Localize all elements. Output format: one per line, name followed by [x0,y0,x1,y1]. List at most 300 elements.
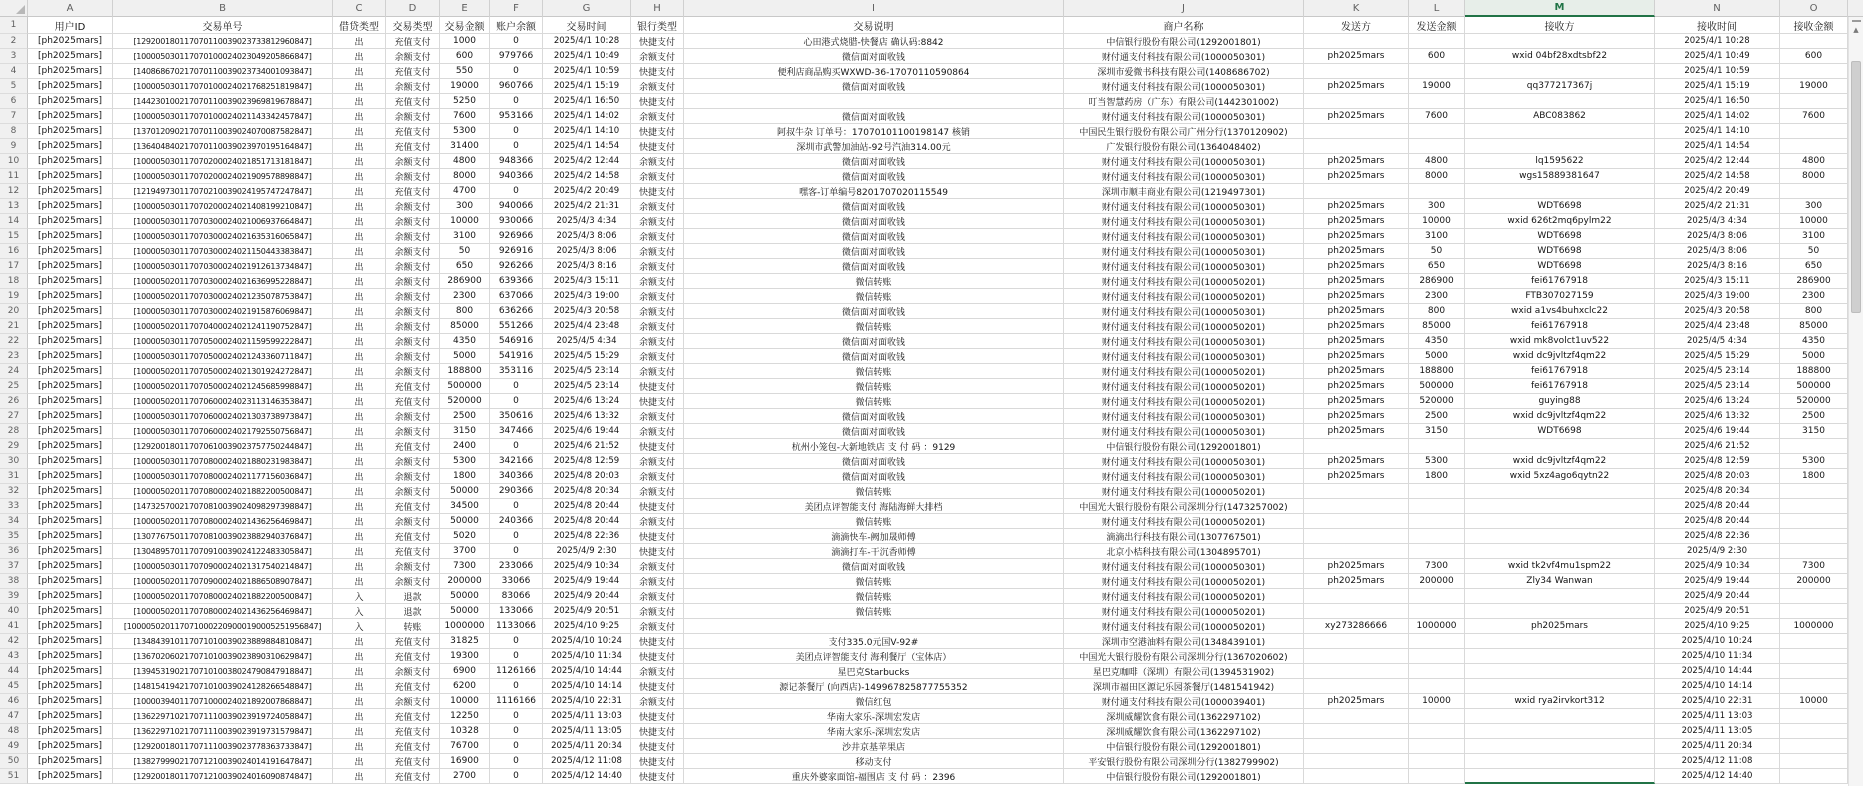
cell-O40[interactable] [1780,604,1848,619]
cell-C48[interactable]: 出 [333,724,386,739]
cell-I49[interactable]: 沙井京基苹果店 [684,739,1064,754]
cell-E41[interactable]: 1000000 [440,619,490,634]
cell-I21[interactable]: 微信转账 [684,319,1064,334]
cell-L11[interactable]: 8000 [1409,169,1465,184]
cell-I30[interactable]: 微信面对面收钱 [684,454,1064,469]
row-header-31[interactable]: 31 [0,469,28,484]
cell-I38[interactable]: 微信转账 [684,574,1064,589]
cell-C34[interactable]: 出 [333,514,386,529]
row-header-45[interactable]: 45 [0,679,28,694]
cell-K38[interactable]: ph2025mars [1304,574,1409,589]
row-header-42[interactable]: 42 [0,634,28,649]
cell-F11[interactable]: 940366 [490,169,543,184]
cell-D18[interactable]: 余额支付 [386,274,440,289]
cell-O21[interactable]: 85000 [1780,319,1848,334]
cell-H36[interactable]: 快捷支付 [631,544,684,559]
cell-I17[interactable]: 微信面对面收钱 [684,259,1064,274]
cell-K24[interactable]: ph2025mars [1304,364,1409,379]
cell-H50[interactable]: 快捷支付 [631,754,684,769]
cell-M40[interactable] [1465,604,1655,619]
cell-C5[interactable]: 出 [333,79,386,94]
cell-D9[interactable]: 充值支付 [386,139,440,154]
cell-G37[interactable]: 2025/4/9 10:34 [543,559,631,574]
cell-E33[interactable]: 34500 [440,499,490,514]
cell-F48[interactable]: 0 [490,724,543,739]
row-header-15[interactable]: 15 [0,229,28,244]
cell-J42[interactable]: 深圳市空港油料有限公司(1348439101) [1064,634,1304,649]
cell-C18[interactable]: 出 [333,274,386,289]
cell-H12[interactable]: 快捷支付 [631,184,684,199]
cell-D50[interactable]: 充值支付 [386,754,440,769]
cell-H33[interactable]: 快捷支付 [631,499,684,514]
cell-M18[interactable]: fei61767918 [1465,274,1655,289]
cell-N27[interactable]: 2025/4/6 13:32 [1655,409,1780,424]
cell-K31[interactable]: ph2025mars [1304,469,1409,484]
cell-D16[interactable]: 余额支付 [386,244,440,259]
cell-O4[interactable] [1780,64,1848,79]
cell-A36[interactable]: [ph2025mars] [28,544,113,559]
cell-F3[interactable]: 979766 [490,49,543,64]
cell-H9[interactable]: 快捷支付 [631,139,684,154]
cell-K2[interactable] [1304,34,1409,49]
row-header-4[interactable]: 4 [0,64,28,79]
cell-G12[interactable]: 2025/4/2 20:49 [543,184,631,199]
cell-I28[interactable]: 微信面对面收钱 [684,424,1064,439]
cell-M30[interactable]: wxid dc9jvltzf4qm22 [1465,454,1655,469]
cell-F34[interactable]: 240366 [490,514,543,529]
cell-J12[interactable]: 深圳市顺丰商业有限公司(1219497301) [1064,184,1304,199]
cell-F7[interactable]: 953166 [490,109,543,124]
column-header-N[interactable]: N [1655,0,1780,17]
cell-G51[interactable]: 2025/4/12 14:40 [543,769,631,784]
cell-M36[interactable] [1465,544,1655,559]
cell-A24[interactable]: [ph2025mars] [28,364,113,379]
cell-K35[interactable] [1304,529,1409,544]
cell-I47[interactable]: 华南大家乐-深圳宏发店 [684,709,1064,724]
cell-O23[interactable]: 5000 [1780,349,1848,364]
cell-K36[interactable] [1304,544,1409,559]
cell-E49[interactable]: 76700 [440,739,490,754]
cell-G26[interactable]: 2025/4/6 13:24 [543,394,631,409]
cell-D24[interactable]: 余额支付 [386,364,440,379]
cell-N16[interactable]: 2025/4/3 8:06 [1655,244,1780,259]
cell-I39[interactable]: 微信转账 [684,589,1064,604]
cell-H34[interactable]: 余额支付 [631,514,684,529]
cell-F43[interactable]: 0 [490,649,543,664]
cell-N22[interactable]: 2025/4/5 4:34 [1655,334,1780,349]
cell-I40[interactable]: 微信转账 [684,604,1064,619]
cell-K1[interactable]: 发送方 [1304,17,1409,34]
cell-E48[interactable]: 10328 [440,724,490,739]
cell-I7[interactable]: 微信面对面收钱 [684,109,1064,124]
cell-J4[interactable]: 深圳市爱微书科技有限公司(1408686702) [1064,64,1304,79]
cell-O50[interactable] [1780,754,1848,769]
cell-G42[interactable]: 2025/4/10 10:24 [543,634,631,649]
cell-N2[interactable]: 2025/4/1 10:28 [1655,34,1780,49]
cell-I12[interactable]: 嘿客-订单编号8201707020115549 [684,184,1064,199]
cell-B13[interactable]: [100005030117070200024021408199210847] [113,199,333,214]
cell-E29[interactable]: 2400 [440,439,490,454]
cell-J27[interactable]: 财付通支付科技有限公司(1000050301) [1064,409,1304,424]
cell-O37[interactable]: 7300 [1780,559,1848,574]
cell-M47[interactable] [1465,709,1655,724]
cell-A9[interactable]: [ph2025mars] [28,139,113,154]
cell-K48[interactable] [1304,724,1409,739]
cell-O16[interactable]: 50 [1780,244,1848,259]
cell-B15[interactable]: [100005030117070300024021635316065847] [113,229,333,244]
cell-A37[interactable]: [ph2025mars] [28,559,113,574]
cell-L20[interactable]: 800 [1409,304,1465,319]
cell-D35[interactable]: 充值支付 [386,529,440,544]
cell-M1[interactable]: 接收方 [1465,17,1655,34]
cell-G25[interactable]: 2025/4/5 23:14 [543,379,631,394]
cell-G47[interactable]: 2025/4/11 13:03 [543,709,631,724]
cell-C47[interactable]: 出 [333,709,386,724]
cell-E6[interactable]: 5250 [440,94,490,109]
cell-J22[interactable]: 财付通支付科技有限公司(1000050301) [1064,334,1304,349]
cell-B5[interactable]: [100005030117070100024021768251819847] [113,79,333,94]
cell-D19[interactable]: 余额支付 [386,289,440,304]
cell-C24[interactable]: 出 [333,364,386,379]
cell-E28[interactable]: 3150 [440,424,490,439]
cell-I3[interactable]: 微信面对面收钱 [684,49,1064,64]
cell-D46[interactable]: 余额支付 [386,694,440,709]
cell-F44[interactable]: 1126166 [490,664,543,679]
cell-F50[interactable]: 0 [490,754,543,769]
cell-J8[interactable]: 中国民生银行股份有限公司广州分行(1370120902) [1064,124,1304,139]
cell-K15[interactable]: ph2025mars [1304,229,1409,244]
cell-K3[interactable]: ph2025mars [1304,49,1409,64]
cell-H32[interactable]: 余额支付 [631,484,684,499]
cell-J23[interactable]: 财付通支付科技有限公司(1000050301) [1064,349,1304,364]
row-header-21[interactable]: 21 [0,319,28,334]
cell-E30[interactable]: 5300 [440,454,490,469]
cell-B33[interactable]: [147325700217070810039024098297398847] [113,499,333,514]
cell-M17[interactable]: WDT6698 [1465,259,1655,274]
cell-I2[interactable]: 心田港式烧腊-快餐店 确认码:8842 [684,34,1064,49]
cell-H43[interactable]: 快捷支付 [631,649,684,664]
cell-O8[interactable] [1780,124,1848,139]
cell-I31[interactable]: 微信面对面收钱 [684,469,1064,484]
cell-F30[interactable]: 342166 [490,454,543,469]
cell-G20[interactable]: 2025/4/3 20:58 [543,304,631,319]
cell-L46[interactable]: 10000 [1409,694,1465,709]
cell-F25[interactable]: 0 [490,379,543,394]
cell-H19[interactable]: 余额支付 [631,289,684,304]
row-header-12[interactable]: 12 [0,184,28,199]
cell-F36[interactable]: 0 [490,544,543,559]
cell-J36[interactable]: 北京小桔科技有限公司(1304895701) [1064,544,1304,559]
cell-C26[interactable]: 出 [333,394,386,409]
cell-G10[interactable]: 2025/4/2 12:44 [543,154,631,169]
cell-M4[interactable] [1465,64,1655,79]
cell-G21[interactable]: 2025/4/4 23:48 [543,319,631,334]
row-header-47[interactable]: 47 [0,709,28,724]
cell-N5[interactable]: 2025/4/1 15:19 [1655,79,1780,94]
cell-L30[interactable]: 5300 [1409,454,1465,469]
cell-E19[interactable]: 2300 [440,289,490,304]
cell-J20[interactable]: 财付通支付科技有限公司(1000050301) [1064,304,1304,319]
cell-L16[interactable]: 50 [1409,244,1465,259]
cell-H14[interactable]: 余额支付 [631,214,684,229]
cell-E44[interactable]: 6900 [440,664,490,679]
cell-B4[interactable]: [140868670217070110039023734001093847] [113,64,333,79]
cell-K34[interactable] [1304,514,1409,529]
cell-K29[interactable] [1304,439,1409,454]
row-header-40[interactable]: 40 [0,604,28,619]
cell-F15[interactable]: 926966 [490,229,543,244]
cell-C25[interactable]: 出 [333,379,386,394]
cell-D36[interactable]: 充值支付 [386,544,440,559]
cell-C20[interactable]: 出 [333,304,386,319]
cell-D34[interactable]: 余额支付 [386,514,440,529]
cell-K30[interactable]: ph2025mars [1304,454,1409,469]
cell-G30[interactable]: 2025/4/8 12:59 [543,454,631,469]
cell-H17[interactable]: 余额支付 [631,259,684,274]
cell-E4[interactable]: 550 [440,64,490,79]
cell-F18[interactable]: 639366 [490,274,543,289]
cell-G46[interactable]: 2025/4/10 22:31 [543,694,631,709]
cell-D51[interactable]: 充值支付 [386,769,440,784]
cell-M33[interactable] [1465,499,1655,514]
cell-N14[interactable]: 2025/4/3 4:34 [1655,214,1780,229]
cell-G40[interactable]: 2025/4/9 20:51 [543,604,631,619]
cell-G28[interactable]: 2025/4/6 19:44 [543,424,631,439]
cell-N38[interactable]: 2025/4/9 19:44 [1655,574,1780,589]
row-header-37[interactable]: 37 [0,559,28,574]
cell-H7[interactable]: 余额支付 [631,109,684,124]
cell-N43[interactable]: 2025/4/10 11:34 [1655,649,1780,664]
cell-A15[interactable]: [ph2025mars] [28,229,113,244]
cell-C7[interactable]: 出 [333,109,386,124]
row-header-5[interactable]: 5 [0,79,28,94]
cell-A26[interactable]: [ph2025mars] [28,394,113,409]
cell-D21[interactable]: 余额支付 [386,319,440,334]
cell-J10[interactable]: 财付通支付科技有限公司(1000050301) [1064,154,1304,169]
cell-B19[interactable]: [100005020117070300024021235078753847] [113,289,333,304]
cell-O41[interactable]: 1000000 [1780,619,1848,634]
cell-L2[interactable] [1409,34,1465,49]
cell-F27[interactable]: 350616 [490,409,543,424]
cell-E27[interactable]: 2500 [440,409,490,424]
cell-H31[interactable]: 余额支付 [631,469,684,484]
cell-F46[interactable]: 1116166 [490,694,543,709]
cell-L6[interactable] [1409,94,1465,109]
cell-B23[interactable]: [100005030117070500024021243360711847] [113,349,333,364]
cell-N46[interactable]: 2025/4/10 22:31 [1655,694,1780,709]
cell-J14[interactable]: 财付通支付科技有限公司(1000050301) [1064,214,1304,229]
cell-I33[interactable]: 美团点评智能支付 海陆海鲜大排档 [684,499,1064,514]
cell-F6[interactable]: 0 [490,94,543,109]
cell-I6[interactable] [684,94,1064,109]
cell-F23[interactable]: 541916 [490,349,543,364]
cell-J30[interactable]: 财付通支付科技有限公司(1000050301) [1064,454,1304,469]
cell-F1[interactable]: 账户余额 [490,17,543,34]
cell-L36[interactable] [1409,544,1465,559]
cell-N42[interactable]: 2025/4/10 10:24 [1655,634,1780,649]
cell-K50[interactable] [1304,754,1409,769]
cell-H29[interactable]: 快捷支付 [631,439,684,454]
cell-M9[interactable] [1465,139,1655,154]
cell-G9[interactable]: 2025/4/1 14:54 [543,139,631,154]
cell-G48[interactable]: 2025/4/11 13:05 [543,724,631,739]
cell-K22[interactable]: ph2025mars [1304,334,1409,349]
cell-A48[interactable]: [ph2025mars] [28,724,113,739]
cell-B27[interactable]: [100005030117070600024021303738973847] [113,409,333,424]
row-header-46[interactable]: 46 [0,694,28,709]
cell-N19[interactable]: 2025/4/3 19:00 [1655,289,1780,304]
cell-F32[interactable]: 290366 [490,484,543,499]
cell-E15[interactable]: 3100 [440,229,490,244]
cell-D29[interactable]: 充值支付 [386,439,440,454]
cell-K45[interactable] [1304,679,1409,694]
cell-B50[interactable]: [138279990217071210039024014191647847] [113,754,333,769]
cell-G8[interactable]: 2025/4/1 14:10 [543,124,631,139]
cell-M14[interactable]: wxid 626t2mq6pylm22 [1465,214,1655,229]
cell-E45[interactable]: 6200 [440,679,490,694]
cell-I36[interactable]: 滴滴打车-干沉香师傅 [684,544,1064,559]
cell-A30[interactable]: [ph2025mars] [28,454,113,469]
cell-M12[interactable] [1465,184,1655,199]
cell-B34[interactable]: [100005020117070800024021436256469847] [113,514,333,529]
cell-M20[interactable]: wxid a1vs4buhxclc22 [1465,304,1655,319]
cell-A1[interactable]: 用户ID [28,17,113,34]
cell-I35[interactable]: 滴滴快车-阙加晟师傅 [684,529,1064,544]
cell-C22[interactable]: 出 [333,334,386,349]
cell-G34[interactable]: 2025/4/8 20:44 [543,514,631,529]
cell-D43[interactable]: 充值支付 [386,649,440,664]
cell-L19[interactable]: 2300 [1409,289,1465,304]
cell-N24[interactable]: 2025/4/5 23:14 [1655,364,1780,379]
cell-C43[interactable]: 出 [333,649,386,664]
cell-C21[interactable]: 出 [333,319,386,334]
cell-A29[interactable]: [ph2025mars] [28,439,113,454]
cell-G15[interactable]: 2025/4/3 8:06 [543,229,631,244]
cell-D48[interactable]: 充值支付 [386,724,440,739]
cell-H49[interactable]: 快捷支付 [631,739,684,754]
column-header-D[interactable]: D [386,0,440,17]
cell-C23[interactable]: 出 [333,349,386,364]
cell-J31[interactable]: 财付通支付科技有限公司(1000050301) [1064,469,1304,484]
cell-M37[interactable]: wxid tk2vf4mu1spm22 [1465,559,1655,574]
cell-F13[interactable]: 940066 [490,199,543,214]
cell-G3[interactable]: 2025/4/1 10:49 [543,49,631,64]
cell-M46[interactable]: wxid rya2irvkort312 [1465,694,1655,709]
cell-L18[interactable]: 286900 [1409,274,1465,289]
cell-G24[interactable]: 2025/4/5 23:14 [543,364,631,379]
cell-O48[interactable] [1780,724,1848,739]
cell-I22[interactable]: 微信面对面收钱 [684,334,1064,349]
cell-B28[interactable]: [100005030117070600024021792550756847] [113,424,333,439]
cell-M21[interactable]: fei61767918 [1465,319,1655,334]
row-header-25[interactable]: 25 [0,379,28,394]
cell-C49[interactable]: 出 [333,739,386,754]
cell-A21[interactable]: [ph2025mars] [28,319,113,334]
cell-C50[interactable]: 出 [333,754,386,769]
column-header-F[interactable]: F [490,0,543,17]
cell-N25[interactable]: 2025/4/5 23:14 [1655,379,1780,394]
cell-C27[interactable]: 出 [333,409,386,424]
cell-M24[interactable]: fei61767918 [1465,364,1655,379]
cell-N30[interactable]: 2025/4/8 12:59 [1655,454,1780,469]
cell-C8[interactable]: 出 [333,124,386,139]
cell-M2[interactable] [1465,34,1655,49]
cell-J38[interactable]: 财付通支付科技有限公司(1000050201) [1064,574,1304,589]
cell-E31[interactable]: 1800 [440,469,490,484]
cell-L37[interactable]: 7300 [1409,559,1465,574]
cell-I34[interactable]: 微信转账 [684,514,1064,529]
cell-C28[interactable]: 出 [333,424,386,439]
cell-B1[interactable]: 交易单号 [113,17,333,34]
row-header-6[interactable]: 6 [0,94,28,109]
cell-E7[interactable]: 7600 [440,109,490,124]
cell-I18[interactable]: 微信转账 [684,274,1064,289]
cell-E40[interactable]: 50000 [440,604,490,619]
cell-D37[interactable]: 余额支付 [386,559,440,574]
cell-G49[interactable]: 2025/4/11 20:34 [543,739,631,754]
cell-F45[interactable]: 0 [490,679,543,694]
cell-D6[interactable]: 充值支付 [386,94,440,109]
cell-O10[interactable]: 4800 [1780,154,1848,169]
cell-M10[interactable]: lq1595622 [1465,154,1655,169]
cell-A20[interactable]: [ph2025mars] [28,304,113,319]
cell-K5[interactable]: ph2025mars [1304,79,1409,94]
cell-D5[interactable]: 余额支付 [386,79,440,94]
cell-G31[interactable]: 2025/4/8 20:03 [543,469,631,484]
row-header-20[interactable]: 20 [0,304,28,319]
cell-O33[interactable] [1780,499,1848,514]
row-header-19[interactable]: 19 [0,289,28,304]
cell-C1[interactable]: 借贷类型 [333,17,386,34]
cell-L42[interactable] [1409,634,1465,649]
cell-B44[interactable]: [139453190217071010038024790847918847] [113,664,333,679]
cell-D27[interactable]: 余额支付 [386,409,440,424]
cell-J35[interactable]: 滴滴出行科技有限公司(1307767501) [1064,529,1304,544]
cell-O12[interactable] [1780,184,1848,199]
cell-N40[interactable]: 2025/4/9 20:51 [1655,604,1780,619]
row-header-41[interactable]: 41 [0,619,28,634]
cell-F17[interactable]: 926266 [490,259,543,274]
cell-O49[interactable] [1780,739,1848,754]
cell-G6[interactable]: 2025/4/1 16:50 [543,94,631,109]
cell-H16[interactable]: 余额支付 [631,244,684,259]
cell-D8[interactable]: 充值支付 [386,124,440,139]
cell-G32[interactable]: 2025/4/8 20:34 [543,484,631,499]
cell-O26[interactable]: 520000 [1780,394,1848,409]
cell-F31[interactable]: 340366 [490,469,543,484]
cell-M34[interactable] [1465,514,1655,529]
cell-F4[interactable]: 0 [490,64,543,79]
cell-N21[interactable]: 2025/4/4 23:48 [1655,319,1780,334]
cell-M6[interactable] [1465,94,1655,109]
cell-L41[interactable]: 1000000 [1409,619,1465,634]
cell-H23[interactable]: 余额支付 [631,349,684,364]
cell-C4[interactable]: 出 [333,64,386,79]
cell-A33[interactable]: [ph2025mars] [28,499,113,514]
cell-I48[interactable]: 华南大家乐-深圳宏发店 [684,724,1064,739]
cell-K44[interactable] [1304,664,1409,679]
cell-G39[interactable]: 2025/4/9 20:44 [543,589,631,604]
cell-A38[interactable]: [ph2025mars] [28,574,113,589]
row-header-7[interactable]: 7 [0,109,28,124]
row-header-34[interactable]: 34 [0,514,28,529]
cell-N23[interactable]: 2025/4/5 15:29 [1655,349,1780,364]
cell-A11[interactable]: [ph2025mars] [28,169,113,184]
cell-O46[interactable]: 10000 [1780,694,1848,709]
cell-L27[interactable]: 2500 [1409,409,1465,424]
select-all-button[interactable] [0,0,28,16]
cell-H26[interactable]: 快捷支付 [631,394,684,409]
